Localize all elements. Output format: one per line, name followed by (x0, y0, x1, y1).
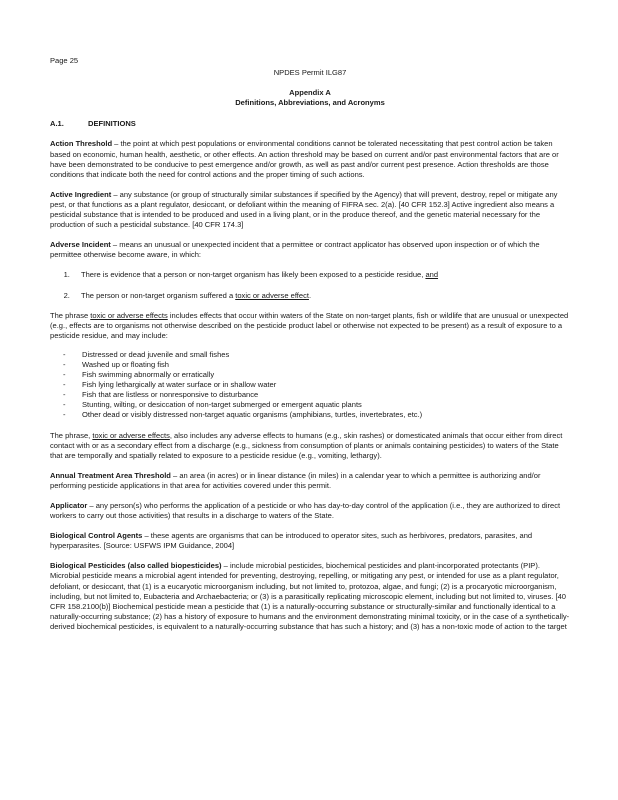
list-item: - Other dead or visibly distressed non-target aquatic organisms (amphibians, turtles, invertebrates, etc.) (63, 410, 423, 420)
toxic-effects-paragraph: The phrase toxic or adverse effects includes effects that occur within waters of the State on non-target plants, fish or wildlife that are unusual or unexpected (e.g., effects are to organisms not otherwise described on the pesticide product label or otherwise not expected to be present) as a result of exposure to a pesticide residue, and may include: (50, 310, 569, 340)
definition-applicator (50, 501, 570, 521)
section-number: A.1. (50, 119, 64, 129)
list-item: - Washed up or floating fish (63, 359, 169, 369)
term-action-threshold: Action Threshold (50, 139, 113, 149)
definition-text: – these agents are organisms that can be introduced to operator sites, such as herbivores, predators, parasites, and hyperparasites. [Source: USFWS IPM Guidance, 2004] (50, 531, 533, 551)
permit-header: NPDES Permit ILG87 (273, 68, 347, 78)
list-item: - Fish swimming abnormally or erratically (63, 370, 215, 380)
term-applicator: Applicator (50, 501, 88, 510)
definition-text: – any substance (or group of structurally similar substances if specified by the Agency) that will prevent, destroy, repel or mitigate any pest, or that functions as a plant regulator, desiccant, or defoliant within the meaning of FIFRA sec. 2(a). [40 CFR 152.3] Active ingredient also means a pesticidal substance that is intended to be produced and used in a living plant, or in the produce thereof, and the genetic material necessary for the production of such a pesticidal substance. [40 CFR 174.3] (50, 189, 558, 230)
list-item: - Stunting, wilting, or desiccation of non-target submerged or emergent aquatic plants (63, 400, 362, 410)
definition-biological-control (50, 531, 570, 551)
appendix-title: Appendix A (289, 88, 331, 98)
definition-action-threshold (50, 139, 570, 179)
definition-text: – means an unusual or unexpected incident that a permittee or contract applicator has observed upon inspection or of which the permittee otherwise become aware, in which: (50, 240, 540, 260)
appendix-subtitle: Definitions, Abbreviations, and Acronyms (235, 98, 385, 108)
underlined-and: and (425, 270, 439, 280)
condition-item: 1. There is evidence that a person or non-target organism has likely been exposed to a pesticide residue, and (72, 270, 570, 280)
definition-text: – the point at which pest populations or environmental conditions cannot be tolerated necessitating that pest control action be taken based on economic, human health, aesthetic, or other effects. An action threshold may be based on current and/or past environmental factors that are or have been demonstrated to be conducive to pest emergence and/or growth, as well as past and/or current pest presence. Action thresholds are those conditions that indicate both the need for control actions and the proper timing of such actions. (50, 139, 559, 179)
page-number: Page 25 (50, 56, 79, 65)
term-annual-treatment: Annual Treatment Area Threshold (50, 470, 171, 480)
section-title: DEFINITIONS (88, 119, 136, 129)
underlined-phrase: toxic or adverse effects (90, 310, 168, 320)
definition-annual-treatment (50, 471, 570, 491)
effects-list (50, 350, 570, 421)
term-adverse-incident: Adverse Incident (50, 240, 111, 250)
underlined-phrase: toxic or adverse effects (92, 430, 170, 440)
adverse-incident-conditions (50, 270, 570, 300)
definition-text: – an area (in acres) or in linear distance (in miles) in a calendar year to which a permittee is authorizing and/or performing pesticide applications in that area for activities covered under this permit. (50, 470, 541, 490)
definition-biological-pesticides (50, 561, 570, 632)
definition-active-ingredient (50, 190, 570, 230)
list-item: - Fish lying lethargically at water surface or in shallow water (63, 380, 277, 390)
term-biological-control: Biological Control Agents (50, 531, 143, 541)
definition-adverse-incident (50, 240, 570, 260)
term-active-ingredient: Active Ingredient (50, 189, 112, 199)
definition-text: – any person(s) who performs the application of a pesticide or who has day-to-day control of the application (i.e., they are authorized to direct workers to carry out those activities) that results in a discharge to waters of the State. (50, 501, 561, 521)
toxic-effects-humans-paragraph: The phrase, toxic or adverse effects, also includes any adverse effects to humans (e.g., skin rashes) or domesticated animals that occur either from direct contact with or as a secondary effect from a discharge (e.g., sickness from consumption of plants or animals containing pesticides) to waters of the State that are temporally and spatially related to exposure to a pesticide residue (e.g., vomiting, lethargy). (50, 430, 563, 460)
definition-text: – include microbial pesticides, biochemical pesticides and plant-incorporated protectants (PIP). Microbial pesticide means a microbial agent intended for preventing, destroying, repelling, or mitigating any pest, or intended for use as a plant regulator, defoliant, or desiccant, that (1) is a eucaryotic microorganism including, but not limited to, protozoa, algae, and fungi; (2) is a procaryotic microorganism, including, but not limited to, Eubacteria and Archaebacteria; or (3) is a parasitically replicating microscopic element, including but not limited to, viruses. [40 CFR 158.2100(b)] Biochemical pesticide mean a pesticide that (1) is a naturally-occurring substance or structurally-similar and functionally identical to a naturally-occurring substance; (2) has a history of exposure to humans and the environment demonstrating minimal toxicity, or in the case of a synthetically-derived biochemical pesticides, is equivalent to a naturally-occurring substance that has such a history; and (3) has a non-toxic mode of action to the target (50, 561, 570, 631)
term-biological-pesticides: Biological Pesticides (also called biopesticides) (50, 561, 222, 571)
condition-item: 2. The person or non-target organism suffered a toxic or adverse effect. (72, 291, 570, 301)
section-heading (50, 119, 570, 129)
underlined-toxic-effect: toxic or adverse effect (235, 290, 309, 300)
list-item: - Distressed or dead juvenile and small fishes (63, 349, 230, 359)
list-item: - Fish that are listless or nonresponsive to disturbance (63, 390, 259, 400)
